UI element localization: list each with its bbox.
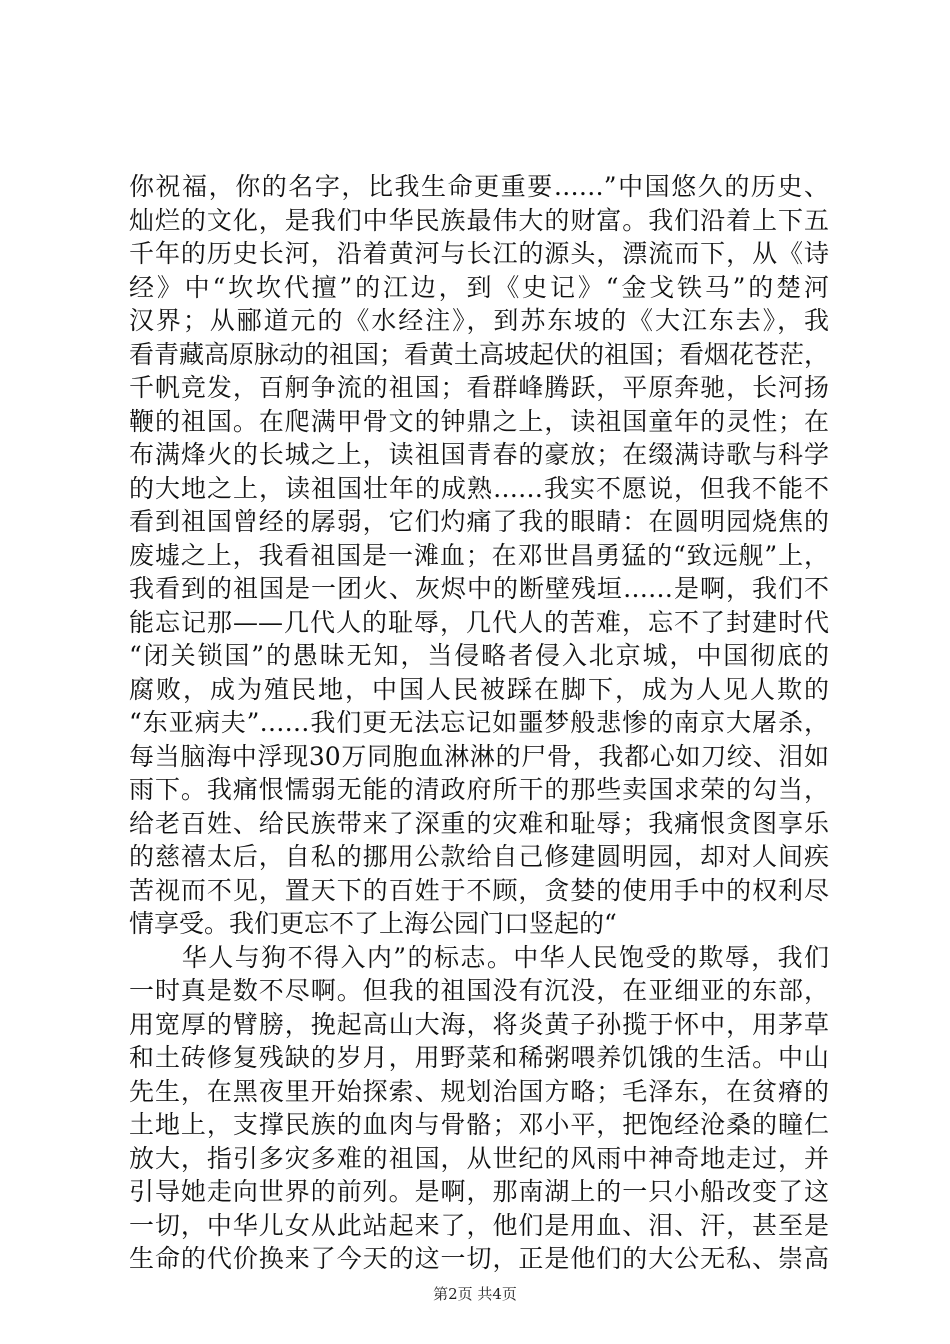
text-line: 生命的代价换来了今天的这一切，正是他们的大公无私、崇高 [129,1244,829,1273]
text-line: 引导她走向世界的前列。是啊，那南湖上的一只小船改变了这 [129,1177,829,1206]
body-text [129,170,829,1276]
text-line: 一切，中华儿女从此站起来了，他们是用血、泪、汗，甚至是 [129,1210,829,1240]
text-line: 千年的历史长河，沿着黄河与长江的源头，漂流而下，从《诗 [129,239,829,268]
text-line: 鞭的祖国。在爬满甲骨文的钟鼎之上，读祖国童年的灵性；在 [129,406,829,436]
text-line: 你祝福，你的名字，比我生命更重要……”中国悠久的历史、 [129,172,829,201]
page-number-footer: 第2页 共4页 [433,1285,517,1303]
text-line: 先生，在黑夜里开始探索、规划治国方略；毛泽东，在贫瘠的 [129,1076,829,1106]
text-line: 华人与狗不得入内”的标志。中华人民饱受的欺辱，我们 [129,942,829,972]
text-line: 放大，指引多灾多难的祖国，从世纪的风雨中神奇地走过，并 [129,1143,829,1173]
text-line: 一时真是数不尽啊。但我的祖国没有沉没，在亚细亚的东部， [129,976,829,1005]
text-line: 土地上，支撑民族的血肉与骨骼；邓小平，把饱经沧桑的瞳仁 [129,1110,829,1139]
text-line: 腐败，成为殖民地，中国人民被踩在脚下，成为人见人欺的 [129,674,829,704]
text-line: 汉界；从郦道元的《水经注》，到苏东坡的《大江东去》，我 [129,306,829,335]
text-line: “东亚病夫”……我们更无法忘记如噩梦般悲惨的南京大屠杀， [129,708,829,737]
text-line: 和土砖修复残缺的岁月，用野菜和稀粥喂养饥饿的生活。中山 [129,1043,829,1072]
text-line: 经》中“坎坎代擅”的江边，到《史记》“金戈铁马”的楚河 [129,272,829,302]
text-line: 给老百姓、给民族带来了深重的灾难和耻辱；我痛恨贪图享乐 [129,808,829,838]
text-line: 千帆竞发，百舸争流的祖国；看群峰腾跃，平原奔驰，长河扬 [129,373,829,402]
text-line: 灿烂的文化，是我们中华民族最伟大的财富。我们沿着上下五 [129,205,829,235]
text-line: 雨下。我痛恨懦弱无能的清政府所干的那些卖国求荣的勾当， [129,775,829,804]
text-line: 用宽厚的臂膀，挽起高山大海，将炎黄子孙揽于怀中，用茅草 [129,1009,829,1039]
text-line: “闭关锁国”的愚昧无知，当侵略者侵入北京城，中国彻底的 [129,641,829,670]
text-line: 我看到的祖国是一团火、灰烬中的断壁残垣……是啊，我们不 [129,574,829,603]
text-line: 的慈禧太后，自私的挪用公款给自己修建圆明园，却对人间疾 [129,842,829,871]
text-line: 布满烽火的长城之上，读祖国青春的豪放；在缀满诗歌与科学 [129,440,829,469]
text-line: 的大地之上，读祖国壮年的成熟……我实不愿说，但我不能不 [129,473,829,503]
text-line: 苦视而不见，置天下的百姓于不顾，贪婪的使用手中的权利尽 [129,875,829,905]
text-line: 情享受。我们更忘不了上海公园门口竖起的“ [129,909,617,938]
text-line: 每当脑海中浮现30万同胞血淋淋的尸骨，我都心如刀绞、泪如 [129,741,829,771]
text-line: 废墟之上，我看祖国是一滩血；在邓世昌勇猛的“致远舰”上， [129,540,829,570]
text-line: 看青藏高原脉动的祖国；看黄土高坡起伏的祖国；看烟花苍茫， [129,339,830,369]
text-line: 看到祖国曾经的孱弱，它们灼痛了我的眼睛：在圆明园烧焦的 [129,507,829,536]
text-line: 能忘记那——几代人的耻辱，几代人的苦难，忘不了封建时代 [129,607,829,637]
